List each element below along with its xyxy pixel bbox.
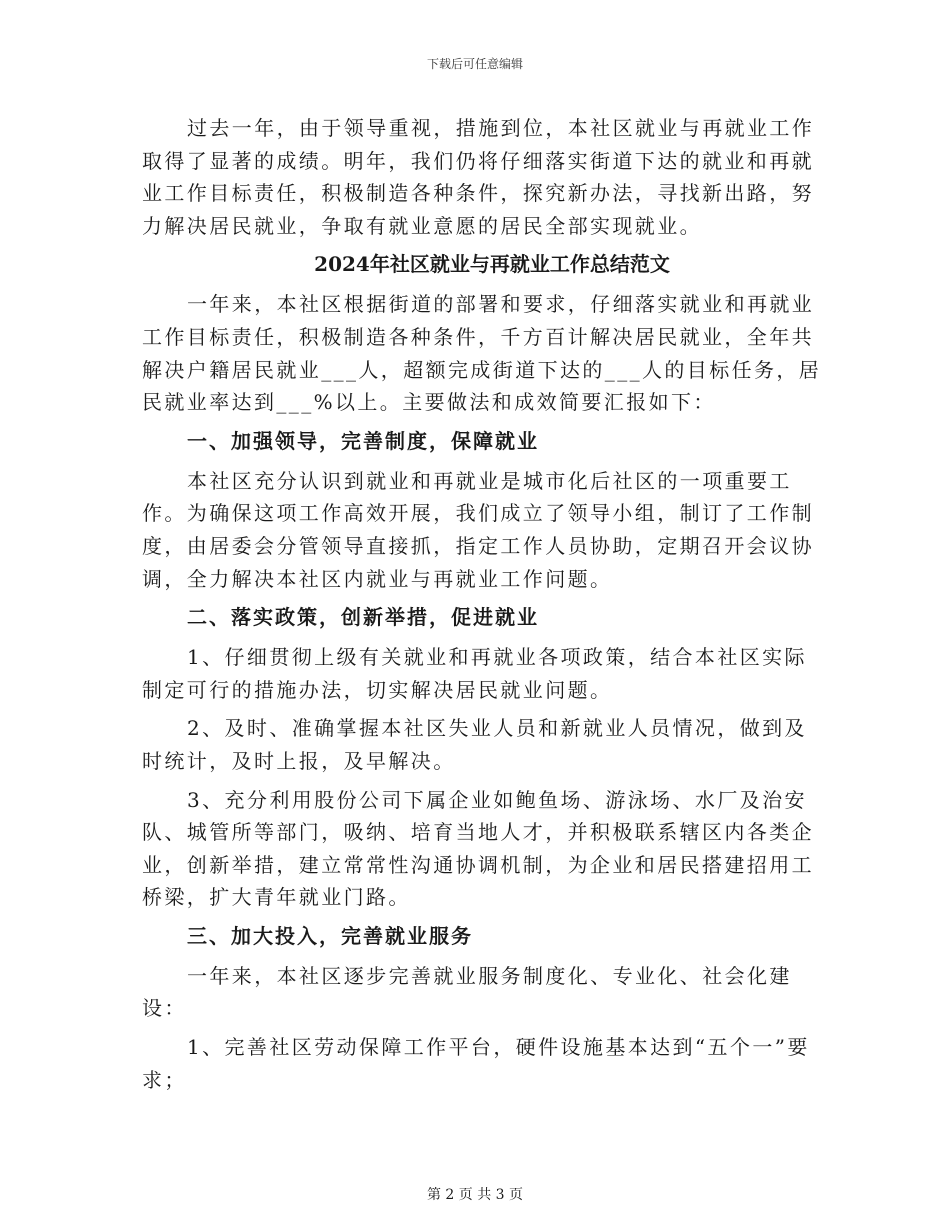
section-1-paragraph-1: 本社区充分认识到就业和再就业是城市化后社区的一项重要工作。为确保这项工作高效开展，我们成立了领导小组，制订了工作制度，由居委会分管领导直接抓，指定工作人员协助，定期召开会议协调，全力解决本社区内就业与再就业工作问题。	[142, 468, 814, 591]
section-2-paragraph-2: 2、及时、准确掌握本社区失业人员和新就业人员情况，做到及时统计，及时上报，及早解决。	[142, 716, 807, 773]
section-3-paragraph-2: 1、完善社区劳动保障工作平台，硬件设施基本达到“五个一”要求；	[142, 1035, 810, 1092]
section-2-paragraph-3: 3、充分利用股份公司下属企业如鲍鱼场、游泳场、水厂及治安队、城管所等部门，吸纳、培育当地人才，并积极联系辖区内各类企业，创新举措，建立常常性沟通协调机制，为企业和居民搭建招用工桥梁，扩大青年就业门路。	[142, 787, 814, 910]
page-footer: 第 2 页 共 3 页	[426, 1187, 524, 1203]
section-3-paragraph-1: 一年来，本社区逐步完善就业服务制度化、专业化、社会化建设：	[142, 963, 792, 1021]
page-header: 下载后可任意编辑	[426, 57, 523, 71]
opening-paragraph: 一年来，本社区根据街道的部署和要求，仔细落实就业和再就业工作目标责任，积极制造各种条件，千方百计解决居民就业，全年共解决户籍居民就业___人，超额完成街道下达的___人的目标任务，居民就业率达到___%以上。主要做法和成效简要汇报如下：	[142, 292, 822, 415]
section-heading-3: 三、加大投入，完善就业服务	[187, 923, 473, 948]
intro-paragraph: 过去一年，由于领导重视，措施到位，本社区就业与再就业工作取得了显著的成绩。明年，我们仍将仔细落实街道下达的就业和再就业工作目标责任，积极制造各种条件，探究新办法，寻找新出路，努力解决居民就业，争取有就业意愿的居民全部实现就业。	[142, 116, 815, 238]
document-title: 2024年社区就业与再就业工作总结范文	[314, 252, 670, 277]
document-body	[142, 112, 822, 1102]
section-heading-1: 一、加强领导，完善制度，保障就业	[187, 428, 539, 453]
section-2-paragraph-1: 1、仔细贯彻上级有关就业和再就业各项政策，结合本社区实际制定可行的措施办法，切实解决居民就业问题。	[142, 645, 807, 702]
section-heading-2: 二、落实政策，创新举措，促进就业	[187, 605, 539, 630]
